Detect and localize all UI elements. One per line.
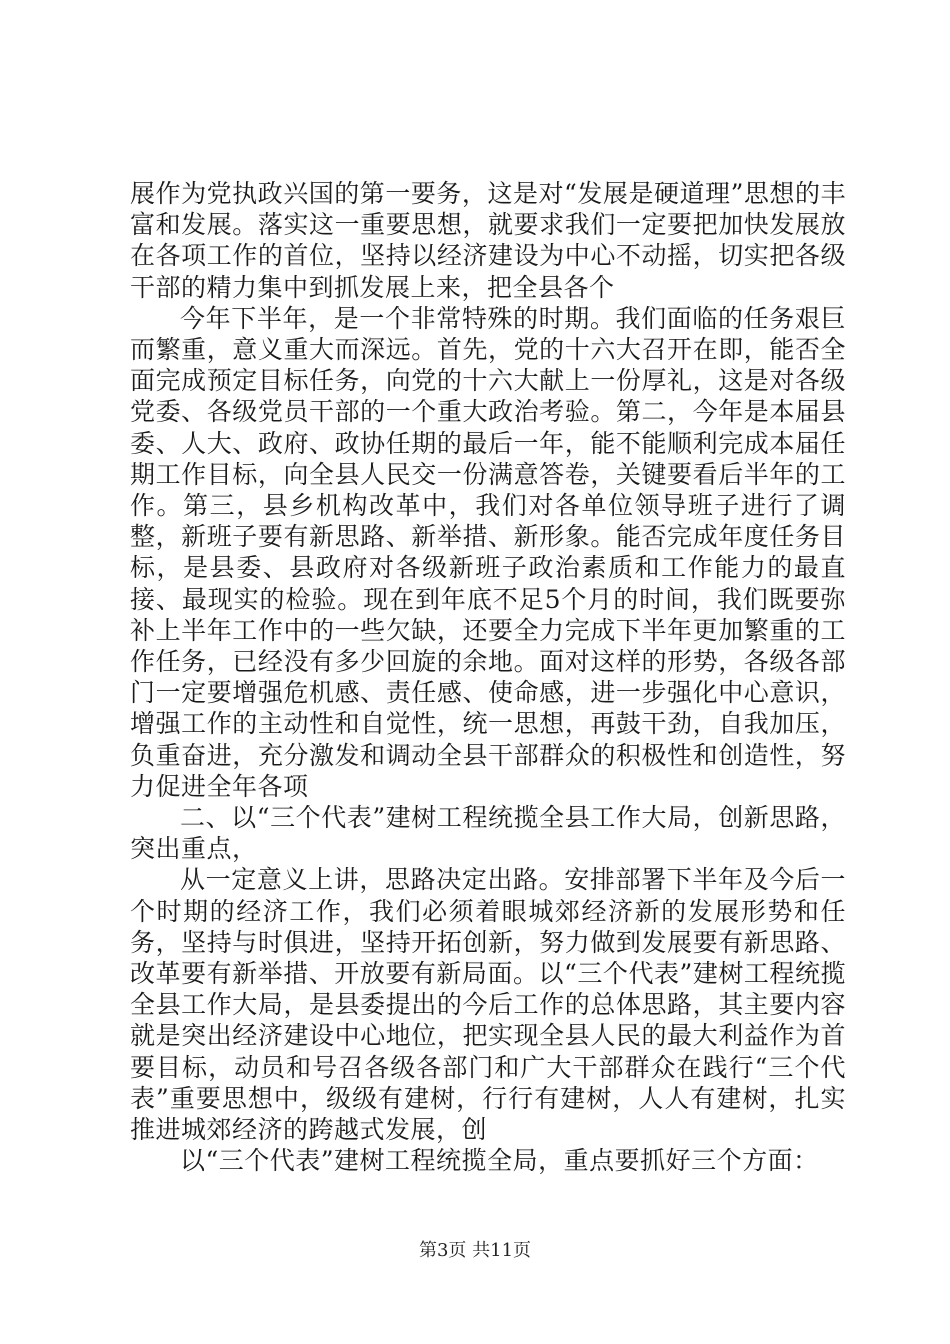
page-footer: 第3页 共11页 [418, 1240, 532, 1261]
section-heading-two: 二、以“三个代表”建树工程统揽全县工作大局，创新思路，突出重点， [130, 803, 846, 864]
document-body [130, 178, 846, 1177]
paragraph-continuation: 展作为党执政兴国的第一要务，这是对“发展是硬道理”思想的丰富和发展。落实这一重要思想，就要求我们一定要把加快发展放在各项工作的首位，坚持以经济建设为中心不动摇，切实把各级干部的精力集中到抓发展上来，把全县各个 [130, 179, 846, 302]
paragraph-thinking-path: 从一定意义上讲，思路决定出路。安排部署下半年及今后一个时期的经济工作，我们必须着眼城郊经济新的发展形势和任务，坚持与时俱进，坚持开拓创新，努力做到发展要有新思路、改革要有新举措、开放要有新局面。以“三个代表”建树工程统揽全县工作大局，是县委提出的今后工作的总体思路，其主要内容就是突出经济建设中心地位，把实现全县人民的最大利益作为首要目标，动员和号召各级各部门和广大干部群众在践行“三个代表”重要思想中，级级有建树，行行有建树，人人有建树，扎实推进城郊经济的跨越式发展，创 [130, 865, 846, 1145]
paragraph-three-aspects: 以“三个代表”建树工程统揽全局，重点要抓好三个方面： [180, 1146, 819, 1176]
paragraph-second-half-year: 今年下半年，是一个非常特殊的时期。我们面临的任务艰巨而繁重，意义重大而深远。首先，党的十六大召开在即，能否全面完成预定目标任务，向党的十六大献上一份厚礼，这是对各级党委、各级党员干部的一个重大政治考验。第二，今年是本届县委、人大、政府、政协任期的最后一年，能不能顺利完成本届任期工作目标，向全县人民交一份满意答卷，关键要看后半年的工作。第三，县乡机构改革中，我们对各单位领导班子进行了调整，新班子要有新思路、新举措、新形象。能否完成年度任务目标，是县委、县政府对各级新班子政治素质和工作能力的最直接、最现实的检验。现在到年底不足5个月的时间，我们既要弥补上半年工作中的一些欠缺，还要全力完成下半年更加繁重的工作任务，已经没有多少回旋的余地。面对这样的形势，各级各部门一定要增强危机感、责任感、使命感，进一步强化中心意识，增强工作的主动性和自觉性，统一思想，再鼓干劲，自我加压，负重奋进，充分激发和调动全县干部群众的积极性和创造性，努力促进全年各项 [130, 303, 846, 801]
